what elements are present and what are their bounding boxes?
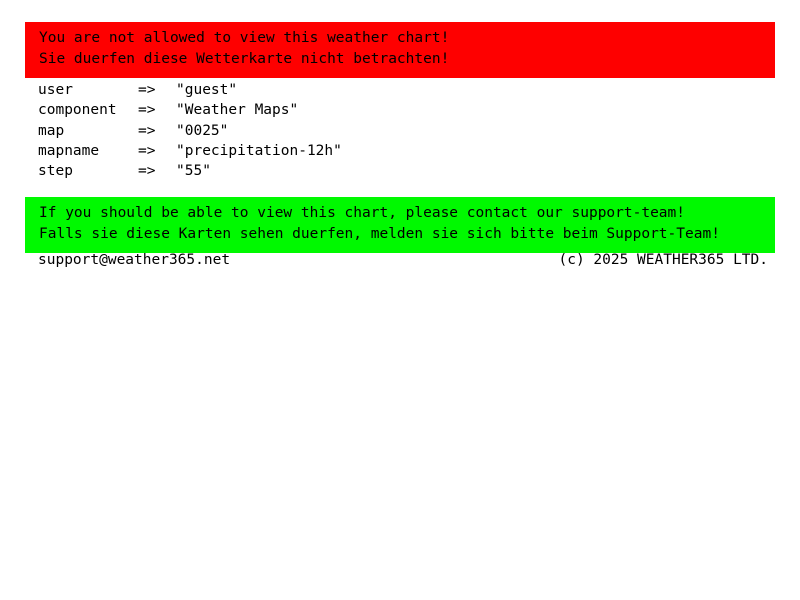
parameter-key: map: [38, 122, 65, 139]
support-banner: [25, 197, 775, 253]
footer: [38, 250, 768, 270]
support-banner-line-de: Falls sie diese Karten sehen duerfen, melden sie sich bitte beim Support-Team!: [39, 226, 720, 242]
parameter-arrow: =>: [138, 82, 156, 98]
parameter-value: "Weather Maps": [176, 102, 299, 119]
copyright-notice: (c) 2025 WEATHER365 LTD.: [558, 252, 768, 268]
parameter-row-step: [38, 161, 342, 181]
parameter-value: "55": [176, 163, 211, 180]
error-banner: [25, 22, 775, 78]
parameter-row-user: [38, 80, 342, 100]
parameter-row-map: [38, 121, 342, 141]
parameter-key: user: [38, 82, 73, 98]
support-email-link[interactable]: support@weather365.net: [38, 252, 231, 268]
parameter-arrow: =>: [138, 142, 156, 159]
parameter-row-component: [38, 100, 342, 120]
parameter-key: component: [38, 102, 117, 119]
parameter-value: "precipitation-12h": [176, 142, 342, 159]
parameter-value: "0025": [176, 122, 229, 139]
parameter-key: step: [38, 163, 73, 180]
parameter-arrow: =>: [138, 122, 156, 139]
parameter-value: "guest": [176, 82, 238, 98]
parameter-list: [38, 80, 342, 181]
parameter-row-mapname: [38, 141, 342, 161]
parameter-arrow: =>: [138, 102, 156, 119]
parameter-arrow: =>: [138, 163, 156, 180]
error-banner-line-en: You are not allowed to view this weather chart!: [39, 30, 450, 46]
parameter-key: mapname: [38, 142, 100, 159]
error-banner-line-de: Sie duerfen diese Wetterkarte nicht betrachten!: [39, 51, 450, 67]
support-banner-line-en: If you should be able to view this chart, please contact our support-team!: [39, 205, 686, 221]
